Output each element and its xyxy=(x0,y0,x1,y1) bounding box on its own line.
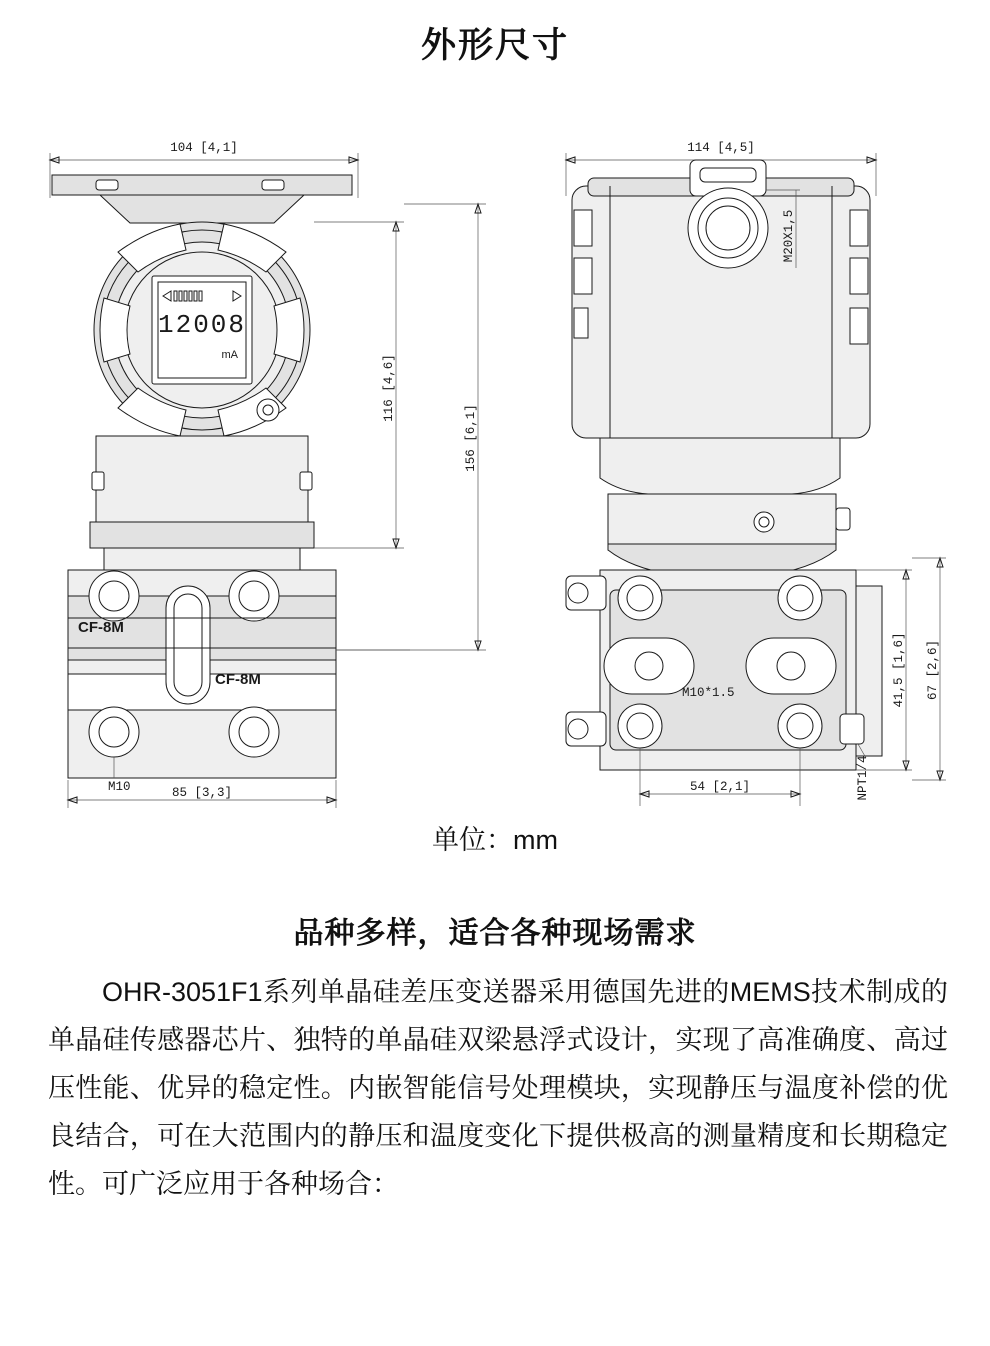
material-mark-1: CF-8M xyxy=(78,619,124,636)
unit-note: 单位：mm xyxy=(432,825,558,855)
process-connection-text: NPT1/4 xyxy=(856,755,870,801)
lcd-reading: 12008 xyxy=(157,310,247,340)
dimension-drawing xyxy=(0,118,990,818)
dim-side-width-label: 114 [4,5] xyxy=(687,141,755,155)
drawing-svg xyxy=(0,118,990,818)
material-mark-2: CF-8M xyxy=(215,671,261,688)
dim-flange-width-label: 85 [3,3] xyxy=(171,786,233,800)
transmitter-neck-front xyxy=(90,436,314,570)
flange-side-view xyxy=(566,570,882,770)
page-title: 外形尺寸 xyxy=(420,26,569,65)
flange-front-view xyxy=(68,570,336,794)
dim-housing-height xyxy=(314,222,404,548)
dim-flange-outer-height xyxy=(912,558,946,780)
bolt-thread-side-label: M10*1.5 xyxy=(682,686,735,700)
dim-bolt-spacing-label: 54 [2,1] xyxy=(689,780,751,794)
body-paragraph: OHR-3051F1系列单晶硅差压变送器采用德国先进的MEMS技术制成的单晶硅传感器芯片、独特的单晶硅双梁悬浮式设计，实现了高准确度、高过压性能、优异的稳定性。内嵌智能信号处理模块，实现静压与温度补偿的优良结合，可在大范围内的静压和温度变化下提供极高的测量精度和长期稳定性。可广泛应用于各种场合： xyxy=(48,977,948,1199)
dim-flange-outer-height-label: 67 [2,6] xyxy=(926,639,940,701)
lcd-unit: mA xyxy=(221,349,238,361)
section-subheading: 品种多样，适合各种现场需求 xyxy=(293,917,697,950)
dim-front-width-label: 104 [4,1] xyxy=(170,141,238,155)
dim-total-height-label: 156 [6,1] xyxy=(464,404,478,472)
mounting-bracket xyxy=(52,175,352,223)
transmitter-housing-front xyxy=(94,222,310,438)
dim-total-height xyxy=(336,204,486,650)
transmitter-housing-side xyxy=(572,160,870,578)
dim-housing-height-label: 116 [4,6] xyxy=(382,354,396,422)
dim-flange-inner-height-label: 41,5 [1,6] xyxy=(892,632,906,708)
conduit-thread-text: M20X1,5 xyxy=(782,209,796,263)
dim-m10-label: M10 xyxy=(108,780,131,794)
